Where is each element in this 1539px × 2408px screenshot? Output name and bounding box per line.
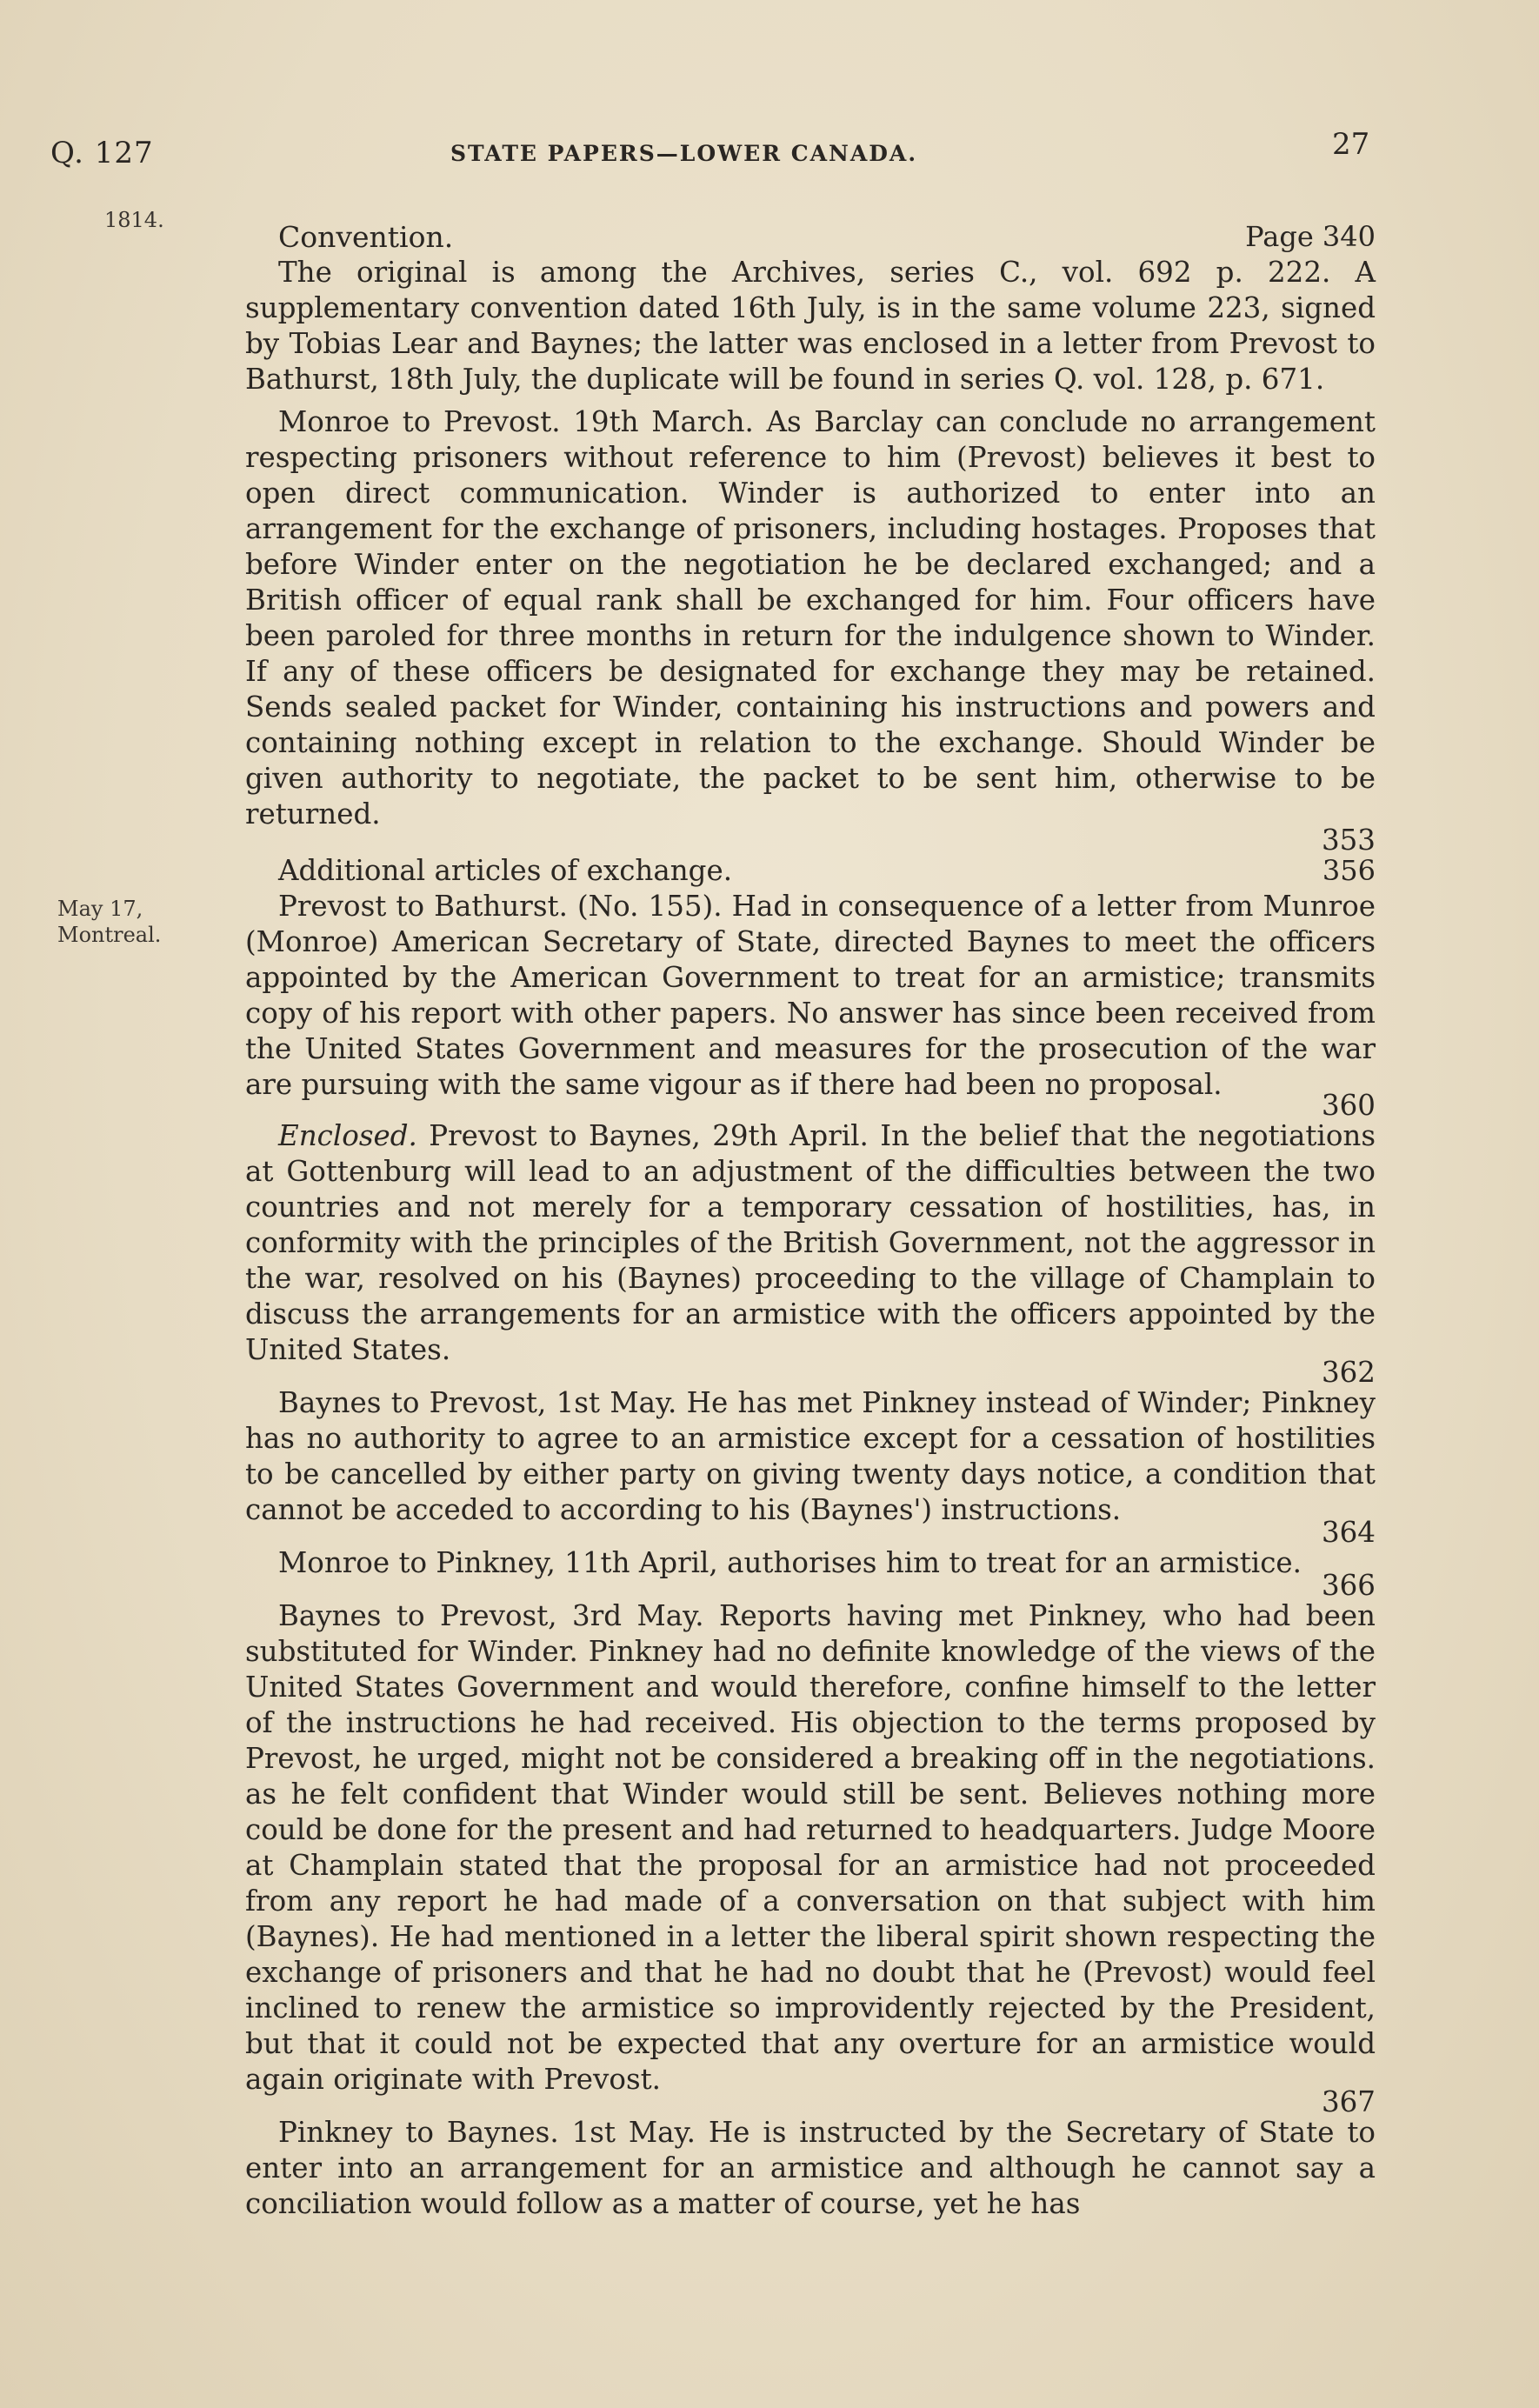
page-ref: 366 — [1321, 1569, 1376, 1602]
entry-pinkney-baynes: Pinkney to Baynes. 1st May. He is instructed by the Secretary of State to enter into an arrangement for an armistice and although he cannot say a conciliation would follow as a matter of course, yet he has — [245, 2116, 1376, 2220]
page-ref: 360 — [1321, 1089, 1376, 1122]
page-ref: 364 — [1321, 1516, 1376, 1549]
entry-monroe-pinkney: Monroe to Pinkney, 11th April, authorises him to treat for an armistice. — [278, 1546, 1302, 1579]
page-ref: 362 — [1321, 1356, 1376, 1389]
entry-enclosed — [245, 1118, 1376, 1368]
entry-convention: The original is among the Archives, series C., vol. 692 p. 222. A supplementary convention dated 16th July, is in the same volume 223, signed by Tobias Lear and Baynes; the latter was enclosed in a letter from Prevost to Bathurst, 18th July, the duplicate will be found in series Q. vol. 128, p. 671. — [245, 256, 1376, 396]
body-text — [245, 219, 1376, 2229]
entry-monroe-prevost: Monroe to Prevost. 19th March. As Barclay can conclude no arrangement respecting prisoners without reference to him (Prevost) believes it best to open direct communication. Winder is authorized to enter into an arrangement for the exchange of prisoners, including hostages. Proposes that before Winder enter on the negotiation he be declared exchanged; and a British officer of equal rank shall be exchanged for him. Four officers have been paroled for three months in return for the indulgence shown to Winder. If any of these officers be designated for exchange they may be retained. Sends sealed packet for Winder, containing his instructions and powers and containing nothing except in relation to the exchange. Should Winder be given authority to negotiate, the packet to be sent him, otherwise to be returned. — [245, 405, 1376, 830]
running-title: STATE PAPERS—LOWER CANADA. — [450, 141, 918, 166]
margin-date-line1: May 17, — [57, 897, 143, 921]
entry-title: Convention. — [278, 220, 454, 254]
page-ref: Page 340 — [1245, 220, 1376, 253]
entry-additional-text: Additional articles of exchange. — [278, 854, 733, 887]
page-ref: 367 — [1321, 2085, 1376, 2118]
entry-baynes-1st-may: Baynes to Prevost, 1st May. He has met Pinkney instead of Winder; Pinkney has no authority to agree to an armistice except for a cessation of hostilities to be cancelled by either party on giving twenty days notice, a condition that cannot be acceded to according to his (Baynes') instructions. — [245, 1386, 1376, 1526]
page-ref: 353 — [1321, 824, 1376, 857]
page-number: 27 — [1332, 127, 1370, 162]
margin-date — [57, 896, 161, 948]
enclosed-text: Prevost to Baynes, 29th April. In the belief that the negotiations at Gottenburg will lead to an adjustment of the difficulties between the two countries and not merely for a temporary cessation of hostilities, has, in conformity with the principles of the British Government, not the aggressor in the war, resolved on his (Baynes) proceeding to the village of Champlain to discuss the arrangements for an armistice with the officers appointed by the United States. — [245, 1119, 1376, 1366]
enclosed-label: Enclosed. — [278, 1119, 417, 1152]
margin-year: 1814. — [104, 208, 164, 232]
page-ref: 356 — [1322, 854, 1376, 887]
entry-baynes-3rd-may: Baynes to Prevost, 3rd May. Reports having met Pinkney, who had been substituted for Winder. Pinkney had no definite knowledge of the views of the United States Government and would therefore, confine himself to the letter of the instructions he had received. His objection to the terms proposed by Prevost, he urged, might not be considered a breaking off in the negotiations. as he felt confident that Winder would still be sent. Believes nothing more could be done for the present and had returned to headquarters. Judge Moore at Champlain stated that the proposal for an armistice had not proceeded from any report he had made of a conversation on that subject with him (Baynes). He had mentioned in a letter the liberal spirit shown respecting the exchange of prisoners and that he had no doubt that he (Prevost) would feel inclined to renew the armistice so improvidently rejected by the President, but that it could not be expected that any overture for an armistice would again originate with Prevost. — [245, 1599, 1376, 2096]
series-reference: Q. 127 — [50, 136, 154, 170]
entry-prevost-bathurst: Prevost to Bathurst. (No. 155). Had in consequence of a letter from Munroe (Monroe) American Secretary of State, directed Baynes to meet the officers appointed by the American Government to treat for an armistice; transmits copy of his report with other papers. No answer has since been received from the United States Government and measures for the prosecution of the war are pursuing with the same vigour as if there had been no proposal. — [245, 890, 1376, 1101]
entry-convention-heading — [245, 219, 1376, 255]
entry-additional — [245, 853, 1376, 889]
margin-date-line2: Montreal. — [57, 923, 162, 947]
